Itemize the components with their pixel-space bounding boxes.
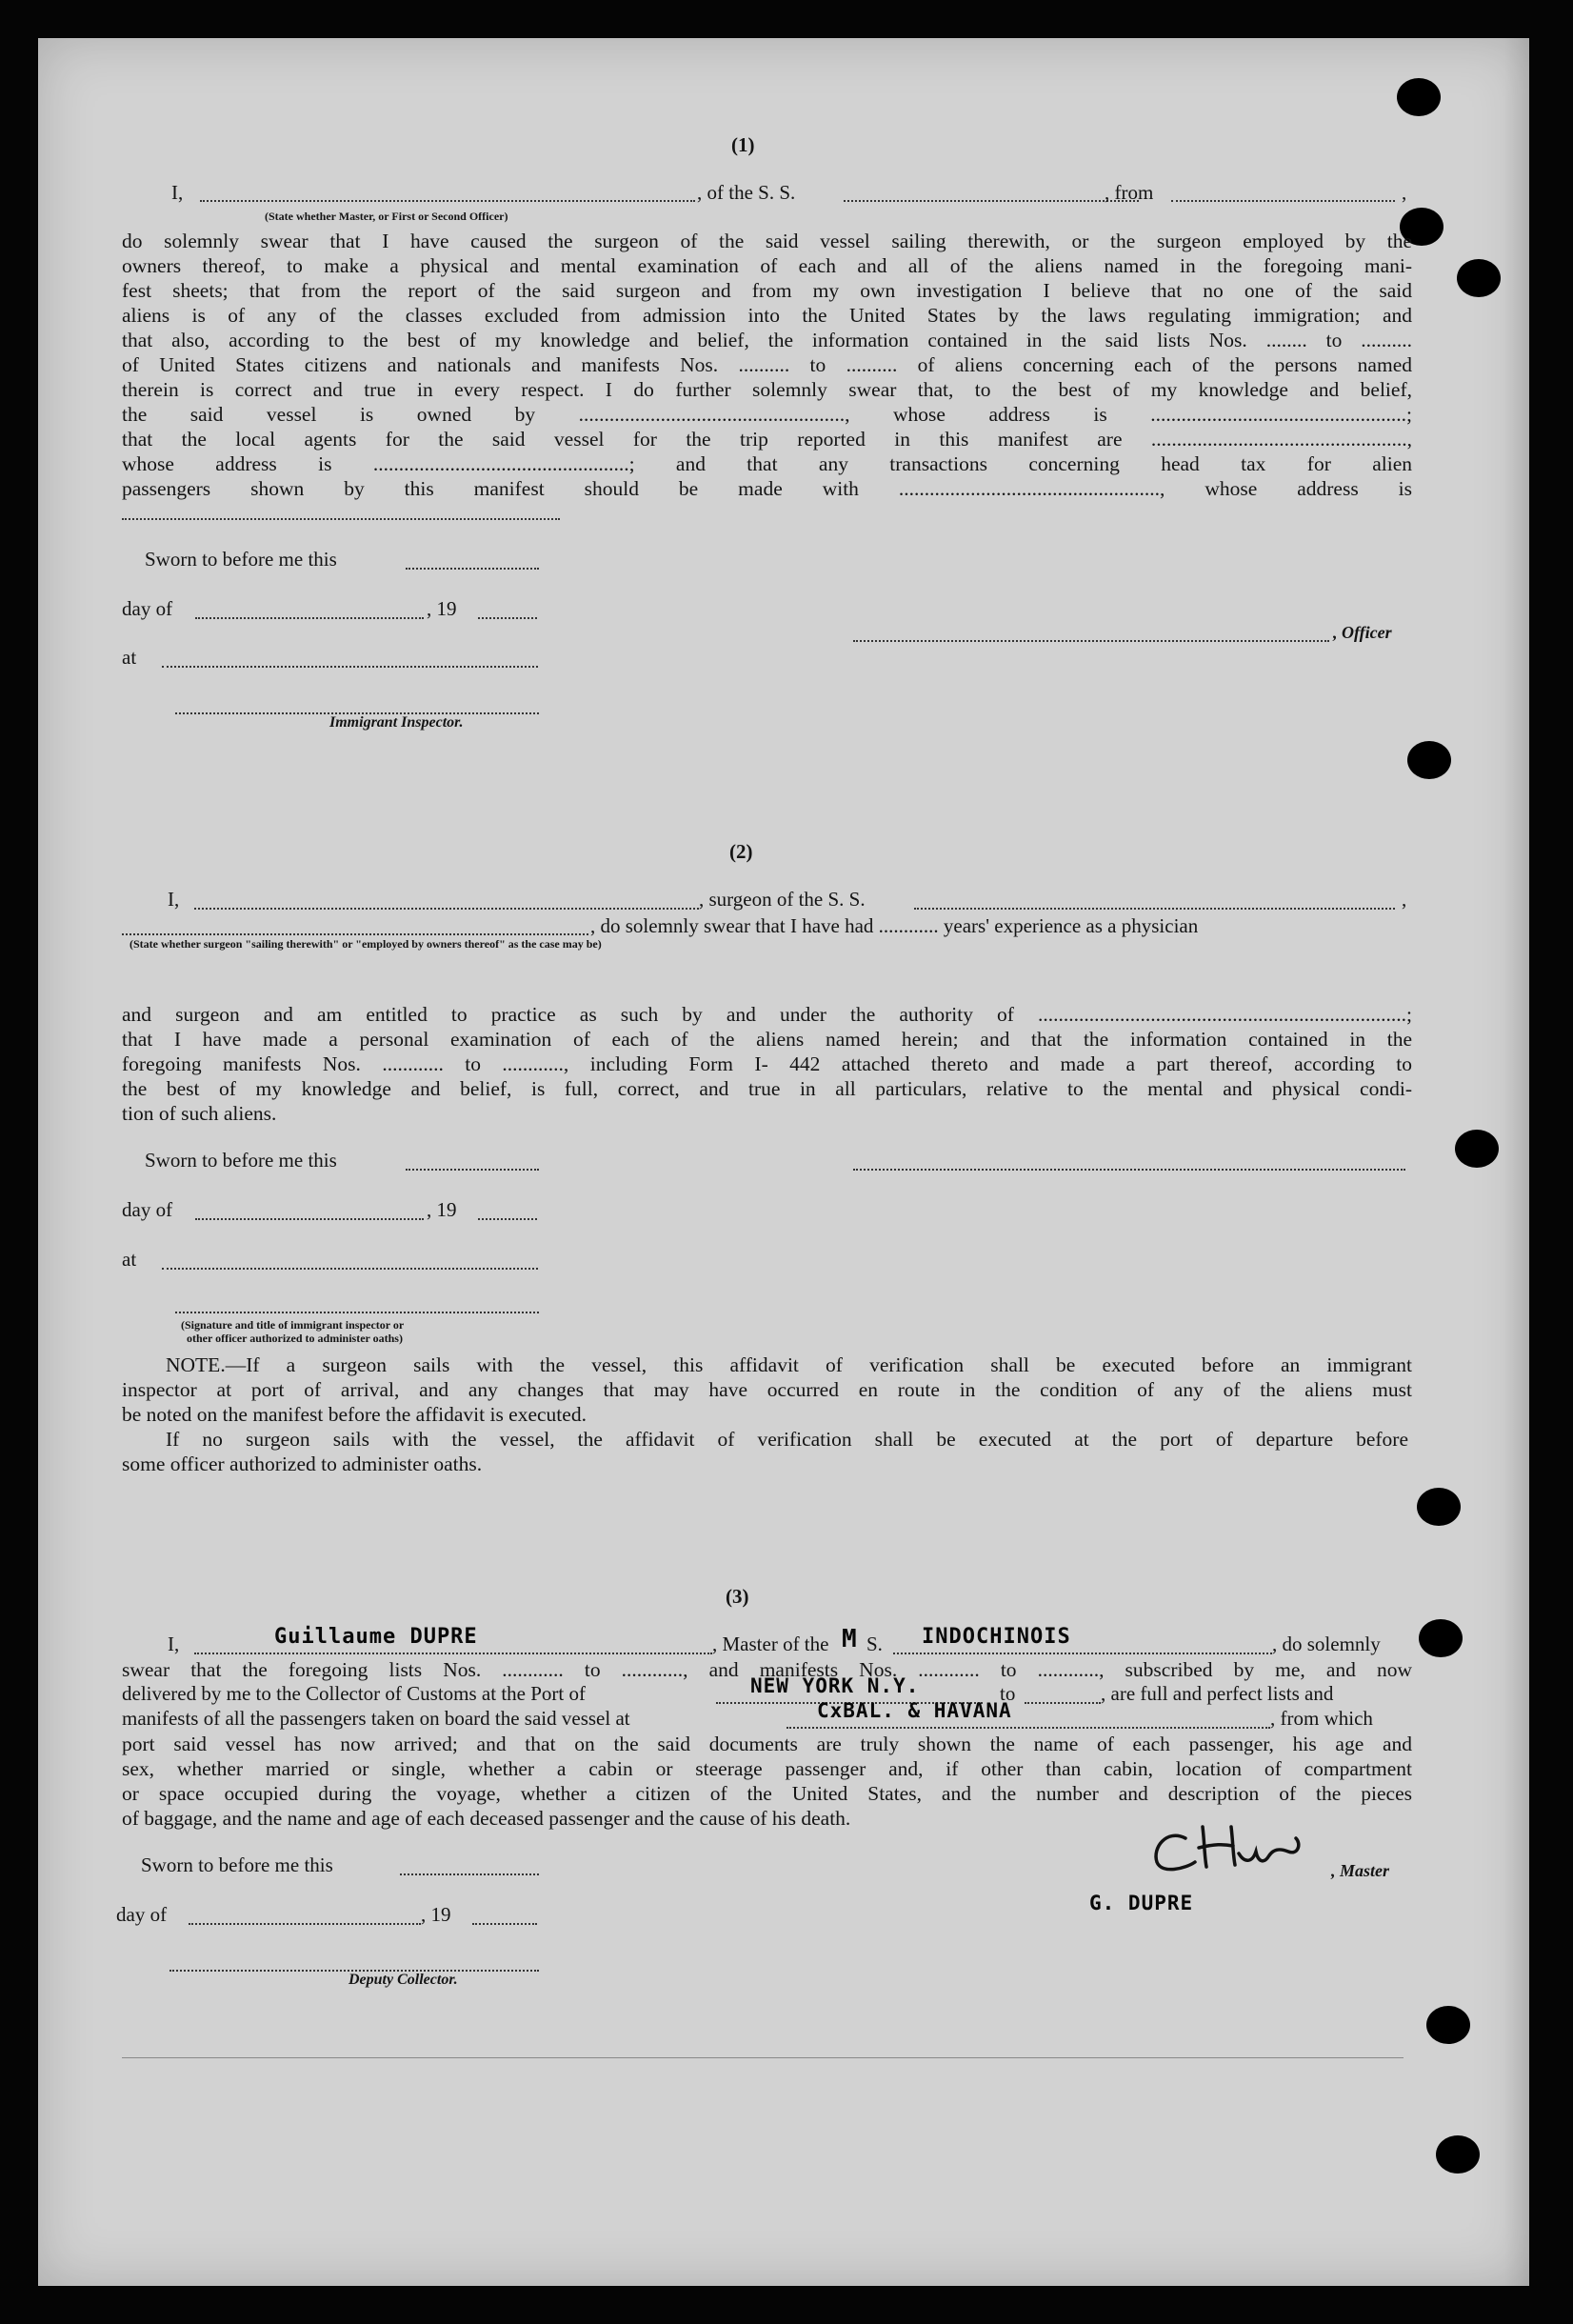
s1-at-label: at	[122, 646, 137, 669]
s3-collector-label: Deputy Collector.	[348, 1972, 458, 1988]
s2-sworn-label: Sworn to before me this	[145, 1149, 337, 1172]
punch-hole	[1397, 78, 1441, 116]
s3-master-name-field[interactable]	[194, 1653, 712, 1654]
s1-label-from: , from	[1105, 181, 1154, 204]
s3-label-collector: delivered by me to the Collector of Customs at the Port of	[122, 1682, 586, 1705]
s2-surgeon-name-field[interactable]	[194, 908, 699, 910]
s1-officer-name-field[interactable]	[200, 200, 695, 202]
s2-label-ss: , surgeon of the S. S.	[699, 888, 866, 911]
s1-sworn-label: Sworn to before me this	[145, 548, 337, 571]
s2-sig-note-1: (Signature and title of immigrant inspector or	[181, 1318, 405, 1332]
s3-departure: CxBAL. & HAVANA	[817, 1699, 1012, 1722]
section-3-heading: (3)	[726, 1585, 749, 1608]
s1-head-tax-address-field[interactable]	[122, 518, 560, 520]
s3-signed-name: G. DUPRE	[1089, 1892, 1194, 1914]
s1-line: that the local agents for the said vessel for the trip reported in this manifest are ..................................................,	[122, 428, 1412, 451]
s3-vessel-field[interactable]	[893, 1653, 1272, 1654]
s3-line: sex, whether married or single, whether a cabin or steerage passenger and, if other than cabin, location of compartment	[122, 1757, 1412, 1780]
s2-note-line: If no surgeon sails with the vessel, the affidavit of verification shall be executed at the port of departure before	[166, 1428, 1408, 1451]
punch-hole	[1457, 259, 1501, 297]
s2-year-field[interactable]	[478, 1218, 537, 1220]
punch-hole	[1417, 1488, 1461, 1526]
s2-inspector-signature-field[interactable]	[175, 1312, 539, 1313]
s2-line: the best of my knowledge and belief, is full, correct, and true in all particulars, relative to the mental and physical condi-	[122, 1077, 1412, 1100]
bottom-rule	[122, 2057, 1404, 2058]
s3-master-label: , Master	[1331, 1861, 1390, 1880]
s1-line: that also, according to the best of my knowledge and belief, the information contained in the said lists Nos. ........ to ..........	[122, 329, 1412, 351]
s2-vessel-field[interactable]	[914, 908, 1395, 910]
s2-note-line: inspector at port of arrival, and any changes that may have occurred en route in the condition of any of the aliens must	[122, 1378, 1412, 1401]
s3-line: of baggage, and the name and age of each deceased passenger and the cause of his death.	[122, 1807, 851, 1830]
s2-line: that I have made a personal examination of each of the aliens named herein; and that the information contained in the	[122, 1028, 1412, 1051]
s3-year-field[interactable]	[472, 1923, 537, 1925]
s1-line: whose address is ..................................................; and that any transactions concerning head tax for alien	[122, 452, 1412, 475]
s1-from-field[interactable]	[1171, 200, 1395, 202]
s3-sworn-label: Sworn to before me this	[141, 1853, 333, 1876]
s3-label-to: to	[1000, 1682, 1016, 1705]
s1-line: therein is correct and true in every respect. I do further solemnly swear that, to the best of my knowledge and belief,	[122, 378, 1412, 401]
s2-line2: , do solemnly swear that I have had ............ years' experience as a physician	[590, 914, 1199, 937]
s1-label-i: I,	[171, 181, 184, 204]
s2-sworn-date-field[interactable]	[406, 1169, 539, 1171]
punch-hole	[1426, 2006, 1470, 2044]
s3-day-field[interactable]	[189, 1923, 421, 1925]
s3-line2: swear that the foregoing lists Nos. ............ to ............, and manifests Nos. ............ to ............, subscribed by me, and now	[122, 1658, 1412, 1681]
section-1-heading: (1)	[731, 133, 755, 156]
punch-hole	[1436, 2135, 1480, 2174]
s1-at-field[interactable]	[162, 666, 538, 668]
s3-port: NEW YORK N.Y.	[750, 1674, 920, 1697]
s3-departure-field[interactable]	[786, 1727, 1270, 1729]
s2-surgeon-type-field[interactable]	[122, 933, 588, 935]
s1-sworn-date-field[interactable]	[406, 568, 539, 570]
s2-sig-note-2: other officer authorized to administer oaths)	[187, 1332, 403, 1345]
s3-year-label: , 19	[421, 1903, 451, 1926]
s3-label-i: I,	[168, 1633, 180, 1655]
s2-label-i: I,	[168, 888, 180, 911]
s2-day-field[interactable]	[195, 1218, 424, 1220]
s1-year-label: , 19	[427, 597, 457, 620]
s3-label-s: S.	[866, 1633, 883, 1655]
s1-line: owners thereof, to make a physical and mental examination of each and all of the aliens named in the foregoing mani-	[122, 254, 1412, 277]
s3-master-name: Guillaume DUPRE	[274, 1625, 478, 1649]
s1-inspector-label: Immigrant Inspector.	[329, 714, 464, 731]
s3-line: or space occupied during the voyage, whether a citizen of the United States, and the number and description of the pieces	[122, 1782, 1412, 1805]
s3-label-master-of: , Master of the	[712, 1633, 829, 1655]
s3-day-label: day of	[116, 1903, 168, 1926]
page-edge-shadow	[1504, 38, 1529, 2286]
s2-note-line: NOTE.—If a surgeon sails with the vessel, this affidavit of verification shall be executed before an immigrant	[166, 1353, 1412, 1376]
s3-label-perfect: , are full and perfect lists and	[1101, 1682, 1334, 1705]
s2-line: and surgeon and am entitled to practice as such by and under the authority of ........................................................................;	[122, 1003, 1412, 1026]
s1-officer-label: , Officer	[1333, 623, 1392, 642]
s2-at-field[interactable]	[162, 1268, 538, 1270]
s3-label-taken: manifests of all the passengers taken on board the said vessel at	[122, 1707, 630, 1730]
s2-at-label: at	[122, 1248, 137, 1271]
punch-hole	[1407, 741, 1451, 779]
s3-sworn-date-field[interactable]	[400, 1873, 539, 1875]
s1-line: do solemnly swear that I have caused the surgeon of the said vessel sailing therewith, or the surgeon employed by the	[122, 230, 1412, 252]
s3-label-solemnly: , do solemnly	[1272, 1633, 1381, 1655]
s3-vessel-name: INDOCHINOIS	[922, 1625, 1071, 1649]
s2-day-label: day of	[122, 1198, 173, 1221]
s2-year-label: , 19	[427, 1198, 457, 1221]
s2-surgeon-type-note: (State whether surgeon "sailing therewith" or "employed by owners thereof" as the case may be)	[129, 937, 602, 951]
s1-rank-note: (State whether Master, or First or Second Officer)	[265, 210, 508, 223]
s2-comma: ,	[1402, 888, 1407, 911]
manifest-back-page	[38, 38, 1529, 2286]
s3-label-from-which: , from which	[1270, 1707, 1373, 1730]
s2-note-line: some officer authorized to administer oaths.	[122, 1452, 483, 1475]
master-handwritten-signature	[1128, 1810, 1338, 1886]
punch-hole	[1455, 1130, 1499, 1168]
s2-surgeon-signature-field[interactable]	[853, 1169, 1405, 1171]
s1-vessel-field[interactable]	[844, 200, 1139, 202]
s3-port-to-field[interactable]	[1025, 1702, 1101, 1704]
s1-line: fest sheets; that from the report of the said surgeon and from my own investigation I believe that no one of the said	[122, 279, 1412, 302]
s3-vessel-prefix: M	[842, 1625, 858, 1653]
s3-line: port said vessel has now arrived; and that on the said documents are truly shown the name of each passenger, his age and	[122, 1733, 1412, 1755]
section-2-heading: (2)	[729, 840, 753, 863]
s2-line: foregoing manifests Nos. ............ to ............, including Form I- 442 attached thereto and made a part thereof, according to	[122, 1052, 1412, 1075]
s1-label-ss: , of the S. S.	[697, 181, 796, 204]
s1-officer-signature-field[interactable]	[853, 640, 1329, 642]
s2-note-line: be noted on the manifest before the affidavit is executed.	[122, 1403, 587, 1426]
s1-year-field[interactable]	[478, 617, 537, 619]
s1-comma: ,	[1402, 181, 1407, 204]
s1-day-label: day of	[122, 597, 173, 620]
s1-line: aliens is of any of the classes excluded from admission into the United States by the laws regulating immigration; and	[122, 304, 1412, 327]
s1-day-field[interactable]	[195, 617, 424, 619]
s2-line: tion of such aliens.	[122, 1102, 277, 1125]
s1-line: of United States citizens and nationals and manifests Nos. .......... to .......... of aliens concerning each of the persons named	[122, 353, 1412, 376]
s1-line: the said vessel is owned by ...................................................., whose address is ..................................................;	[122, 403, 1412, 426]
s1-line: passengers shown by this manifest should be made with ..................................................., whose address is	[122, 477, 1412, 500]
punch-hole	[1419, 1619, 1463, 1657]
